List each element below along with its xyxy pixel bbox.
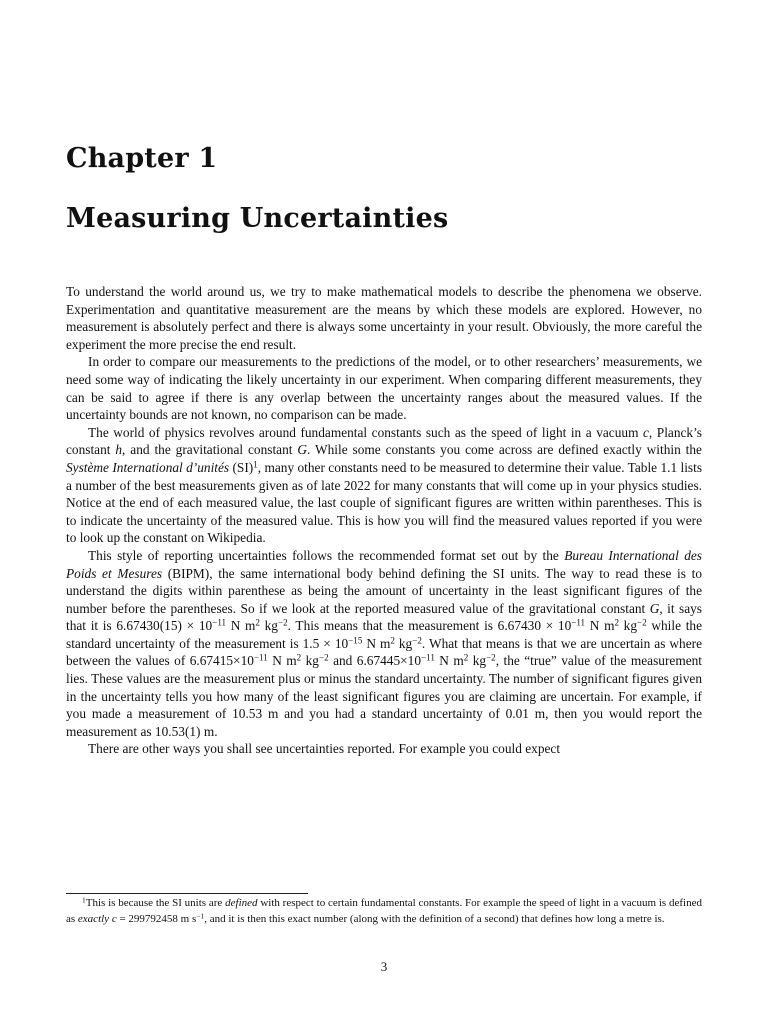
text-run: , it says that it is 6.67430(15) × 10 bbox=[66, 600, 703, 634]
text-run: , Planck’s constant bbox=[66, 424, 703, 458]
text-run: kg bbox=[619, 618, 638, 634]
page-number: 3 bbox=[380, 959, 388, 974]
chapter-body bbox=[66, 283, 702, 758]
text-run: . This means that the measurement is 6.67430 × 10 bbox=[287, 618, 572, 634]
italic-text: Bureau International des Poids et Mesures bbox=[66, 547, 702, 581]
chapter-label: Chapter 1 bbox=[66, 143, 218, 174]
text-run: , many other constants need to be measured to determine their value. Table 1.1 lists a number of the best measurements given as of late 2022 for many constants that will come up in your physics studies. Notice at the end of each measured value, the last couple of significant figures are written within parentheses. This is to indicate the uncertainty of the measured value. This is how you will find the measured values reported if you were to look up the constant on Wikipedia. bbox=[66, 459, 703, 546]
text-run: kg bbox=[301, 653, 319, 669]
italic-text: G bbox=[297, 442, 308, 458]
text-run: , the “true” value of the measurement lies. These values are the measurement plus or minus the standard uncertainty. The number of significant figures given in the uncertainty tells you how many of the least significant figures you are claiming are uncertain. For example, if you made a measurement of 10.53 m and you had a standard uncertainty of 0.01 m, then you would report the measurement as 10.53(1) m. bbox=[66, 653, 702, 739]
text-run: N m bbox=[585, 618, 615, 634]
superscript: −11 bbox=[571, 617, 586, 628]
superscript: 1 bbox=[82, 895, 86, 905]
text-run: This is because the SI units are bbox=[85, 897, 226, 909]
superscript: 2 bbox=[390, 635, 395, 646]
superscript: 2 bbox=[255, 617, 260, 628]
italic-text: c bbox=[642, 424, 649, 440]
text-run: , and it is then this exact number (along with the definition of a second) that defines how long a metre is. bbox=[204, 912, 665, 925]
paragraph bbox=[66, 424, 702, 547]
superscript: 2 bbox=[296, 652, 302, 663]
chapter-title: Measuring Uncertainties bbox=[66, 203, 449, 234]
superscript: −1 bbox=[196, 910, 205, 920]
italic-text: Système International d’unités bbox=[66, 459, 230, 475]
superscript: −2 bbox=[637, 617, 647, 628]
paragraph bbox=[66, 547, 702, 741]
text-run: and 6.67445×10 bbox=[328, 653, 422, 669]
superscript: 2 bbox=[614, 617, 619, 628]
italic-text: defined bbox=[225, 897, 258, 909]
superscript: −2 bbox=[412, 635, 422, 646]
footnote-text bbox=[66, 896, 702, 927]
text-run: with respect to certain fundamental constants. For example the speed of light in a vacuum is defined as bbox=[66, 897, 702, 925]
footnote-rule bbox=[66, 893, 308, 894]
footnote bbox=[66, 896, 702, 927]
text-run: N m bbox=[434, 653, 464, 669]
superscript: −2 bbox=[277, 617, 288, 628]
text-run: The world of physics revolves around fundamental constants such as the speed of light in a vacuum bbox=[88, 424, 643, 440]
text-run: (SI) bbox=[229, 459, 254, 475]
text-run: This style of reporting uncertainties follows the recommended format set out by the bbox=[88, 547, 565, 563]
superscript: −11 bbox=[253, 652, 268, 663]
text-run: kg bbox=[259, 618, 278, 634]
text-run: = 299792458 m s bbox=[116, 912, 197, 925]
text-run: N m bbox=[226, 618, 256, 634]
text-run: . What that means is that we are uncertain as where between the values of 6.67415×10 bbox=[66, 635, 703, 669]
paragraph: There are other ways you shall see uncertainties reported. For example you could expect bbox=[88, 741, 561, 757]
superscript: −2 bbox=[486, 652, 496, 663]
text-run: while the standard uncertainty of the measurement is 1.5 × 10 bbox=[66, 618, 702, 651]
text-run: . While some constants you come across are defined exactly within the bbox=[307, 442, 702, 458]
paragraph: In order to compare our measurements to the predictions of the model, or to other researchers’ measurements, we need some way of indicating the likely uncertainty in our experiment. When comparing different measurements, they can be said to agree if there is any overlap between the uncertainty ranges about the measured values. If the uncertainty bounds are not known, no comparison can be made. bbox=[66, 354, 702, 423]
text-run: , and the gravitational constant bbox=[122, 442, 298, 458]
paragraph: To understand the world around us, we try to make mathematical models to describe the phenomena we observe. Experimentation and quantitative measurement are the means by which these models are explored. However, no measurement is absolutely perfect and there is always some uncertainty in your result. Obviously, the more careful the experiment the more precise the end result. bbox=[66, 284, 702, 352]
text-run: kg bbox=[394, 635, 413, 651]
superscript: −11 bbox=[421, 652, 435, 663]
superscript: −2 bbox=[318, 652, 329, 663]
superscript: −15 bbox=[348, 635, 363, 646]
text-run: N m bbox=[362, 635, 391, 651]
text-run: kg bbox=[468, 653, 487, 669]
superscript: 2 bbox=[463, 652, 469, 663]
italic-text: exactly c bbox=[77, 912, 117, 925]
text-run: N m bbox=[267, 653, 297, 669]
italic-text: G bbox=[649, 600, 660, 616]
text-run: (BIPM), the same international body behind defining the SI units. The way to read these is to understand the digits within parenthese as being the amount of uncertainty in the least significant figures of the number before the parentheses. So if we look at the reported measured value of the gravitational constant bbox=[66, 565, 702, 616]
superscript: −11 bbox=[212, 617, 227, 628]
italic-text: h bbox=[115, 442, 123, 458]
superscript: 1 bbox=[253, 459, 258, 470]
